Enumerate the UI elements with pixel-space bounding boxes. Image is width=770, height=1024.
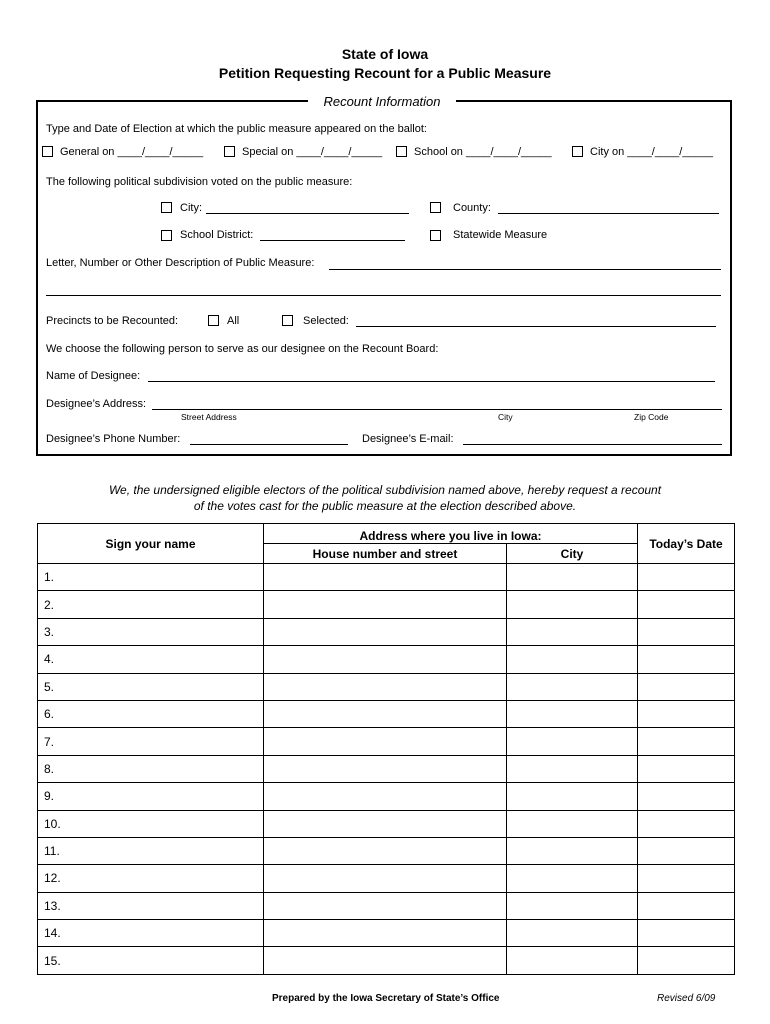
city-cell[interactable] [507,892,638,919]
address-street-caption: Street Address [181,412,237,422]
subdivision-city-label: City: [180,202,202,214]
city-cell[interactable] [507,810,638,837]
signature-cell[interactable] [38,618,264,645]
date-cell[interactable] [638,564,735,591]
table-row [38,865,735,892]
date-cell[interactable] [638,591,735,618]
school-election-label: School on ____/____/_____ [414,146,552,158]
city-cell[interactable] [507,947,638,974]
date-cell[interactable] [638,728,735,755]
designee-name-label: Name of Designee: [46,370,141,382]
signature-cell[interactable] [38,591,264,618]
table-row [38,728,735,755]
subdivision-school-field[interactable] [260,240,405,241]
general-election-label: General on ____/____/_____ [60,146,204,158]
precincts-selected-label: Selected: [303,315,349,327]
city-cell[interactable] [507,700,638,727]
signature-cell[interactable] [38,920,264,947]
subdivision-county-checkbox[interactable] [430,202,441,213]
signature-cell[interactable] [38,755,264,782]
city-cell[interactable] [507,564,638,591]
subdivision-city-checkbox[interactable] [161,202,172,213]
table-row [38,673,735,700]
petition-statement-line2: of the votes cast for the public measure at the election described above. [193,499,577,513]
row-number: 4. [44,652,55,667]
signature-cell[interactable] [38,783,264,810]
house-street-cell[interactable] [264,920,507,947]
table-row [38,618,735,645]
row-number: 6. [44,707,55,722]
address-city-caption: City [498,412,513,422]
subdivision-city-field[interactable] [206,213,409,214]
designee-address-label: Designee’s Address: [46,398,147,410]
row-number: 7. [44,734,55,749]
date-cell[interactable] [638,837,735,864]
signature-cell[interactable] [38,810,264,837]
date-cell[interactable] [638,755,735,782]
signature-table [37,523,735,975]
subdivision-county-field[interactable] [498,213,719,214]
city-cell[interactable] [507,837,638,864]
measure-description-field[interactable] [329,269,721,270]
precincts-selected-field[interactable] [356,326,716,327]
table-row [38,783,735,810]
date-cell[interactable] [638,618,735,645]
page-title: State of Iowa [341,46,429,62]
house-street-cell[interactable] [264,892,507,919]
subdivision-statewide-checkbox[interactable] [430,230,441,241]
designee-email-label: Designee’s E-mail: [362,433,454,445]
house-street-cell[interactable] [264,591,507,618]
page-subtitle: Petition Requesting Recount for a Public Measure [218,65,552,81]
subdivision-statewide-label: Statewide Measure [453,229,548,241]
house-street-cell[interactable] [264,728,507,755]
row-number: 13. [44,898,61,913]
row-number: 3. [44,624,55,639]
address-zip-caption: Zip Code [634,412,669,422]
house-street-cell[interactable] [264,837,507,864]
designee-address-field[interactable] [152,409,722,410]
table-row [38,947,735,974]
signature-cell[interactable] [38,892,264,919]
subdivision-county-label: County: [453,202,491,214]
precincts-all-label: All [227,315,240,327]
signature-cell[interactable] [38,837,264,864]
row-number: 14. [44,926,61,941]
table-row [38,920,735,947]
election-prompt: Type and Date of Election at which the public measure appeared on the ballot: [46,123,427,135]
house-street-cell[interactable] [264,618,507,645]
table-row [38,646,735,673]
date-cell[interactable] [638,700,735,727]
row-number: 1. [44,570,55,585]
date-cell[interactable] [638,673,735,700]
table-row [38,837,735,864]
precincts-all-checkbox[interactable] [208,315,219,326]
signature-cell[interactable] [38,947,264,974]
date-cell[interactable] [638,783,735,810]
house-street-cell[interactable] [264,646,507,673]
table-row [38,810,735,837]
footer-prepared-by: Prepared by the Iowa Secretary of State’s Office [272,993,500,1004]
designee-email-field[interactable] [463,444,722,445]
table-row [38,892,735,919]
city-cell[interactable] [507,673,638,700]
city-election-label: City on ____/____/_____ [590,146,713,158]
city-cell[interactable] [507,755,638,782]
measure-description-field-2[interactable] [46,295,721,296]
signature-cell[interactable] [38,646,264,673]
special-election-checkbox[interactable] [224,146,235,157]
house-street-cell[interactable] [264,673,507,700]
house-street-cell[interactable] [264,947,507,974]
designee-name-field[interactable] [148,381,715,382]
date-cell[interactable] [638,892,735,919]
row-number: 15. [44,953,61,968]
row-number: 2. [44,597,55,612]
signature-cell[interactable] [38,728,264,755]
school-election-checkbox[interactable] [396,146,407,157]
city-cell[interactable] [507,920,638,947]
subdivision-prompt: The following political subdivision voted on the public measure: [46,176,353,188]
recount-information-legend: Recount Information [308,94,456,110]
city-cell[interactable] [507,728,638,755]
house-street-cell[interactable] [264,783,507,810]
house-street-cell[interactable] [264,755,507,782]
subdivision-school-checkbox[interactable] [161,230,172,241]
row-number: 8. [44,761,55,776]
date-cell[interactable] [638,646,735,673]
signature-cell[interactable] [38,673,264,700]
header-city: City [507,544,638,564]
signature-cell[interactable] [38,865,264,892]
general-election-checkbox[interactable] [42,146,53,157]
header-todays-date: Today’s Date [638,524,735,564]
subdivision-school-label: School District: [180,229,254,241]
table-row [38,755,735,782]
row-number: 11. [44,844,60,859]
signature-cell[interactable] [38,564,264,591]
city-cell[interactable] [507,591,638,618]
city-election-checkbox[interactable] [572,146,583,157]
designee-prompt: We choose the following person to serve as our designee on the Recount Board: [46,343,439,355]
footer-revised: Revised 6/09 [657,993,716,1004]
petition-statement-line1: We, the undersigned eligible electors of the political subdivision named above, hereby request a recount [108,483,662,497]
measure-description-label: Letter, Number or Other Description of Public Measure: [46,257,315,269]
row-number: 9. [44,789,55,804]
row-number: 10. [44,816,61,831]
petition-statement [60,482,710,514]
header-sign-name: Sign your name [38,524,264,564]
house-street-cell[interactable] [264,810,507,837]
row-number: 5. [44,679,55,694]
signature-cell[interactable] [38,700,264,727]
header-house-street: House number and street [264,544,507,564]
precincts-selected-checkbox[interactable] [282,315,293,326]
city-cell[interactable] [507,783,638,810]
table-row [38,591,735,618]
header-address-group: Address where you live in Iowa: [264,524,638,544]
city-cell[interactable] [507,646,638,673]
date-cell[interactable] [638,920,735,947]
designee-phone-field[interactable] [190,444,348,445]
house-street-cell[interactable] [264,700,507,727]
date-cell[interactable] [638,865,735,892]
city-cell[interactable] [507,865,638,892]
date-cell[interactable] [638,810,735,837]
date-cell[interactable] [638,947,735,974]
city-cell[interactable] [507,618,638,645]
table-row [38,564,735,591]
special-election-label: Special on ____/____/_____ [242,146,383,158]
table-row [38,700,735,727]
precincts-label: Precincts to be Recounted: [46,315,179,327]
house-street-cell[interactable] [264,865,507,892]
row-number: 12. [44,871,61,886]
house-street-cell[interactable] [264,564,507,591]
designee-phone-label: Designee’s Phone Number: [46,433,181,445]
